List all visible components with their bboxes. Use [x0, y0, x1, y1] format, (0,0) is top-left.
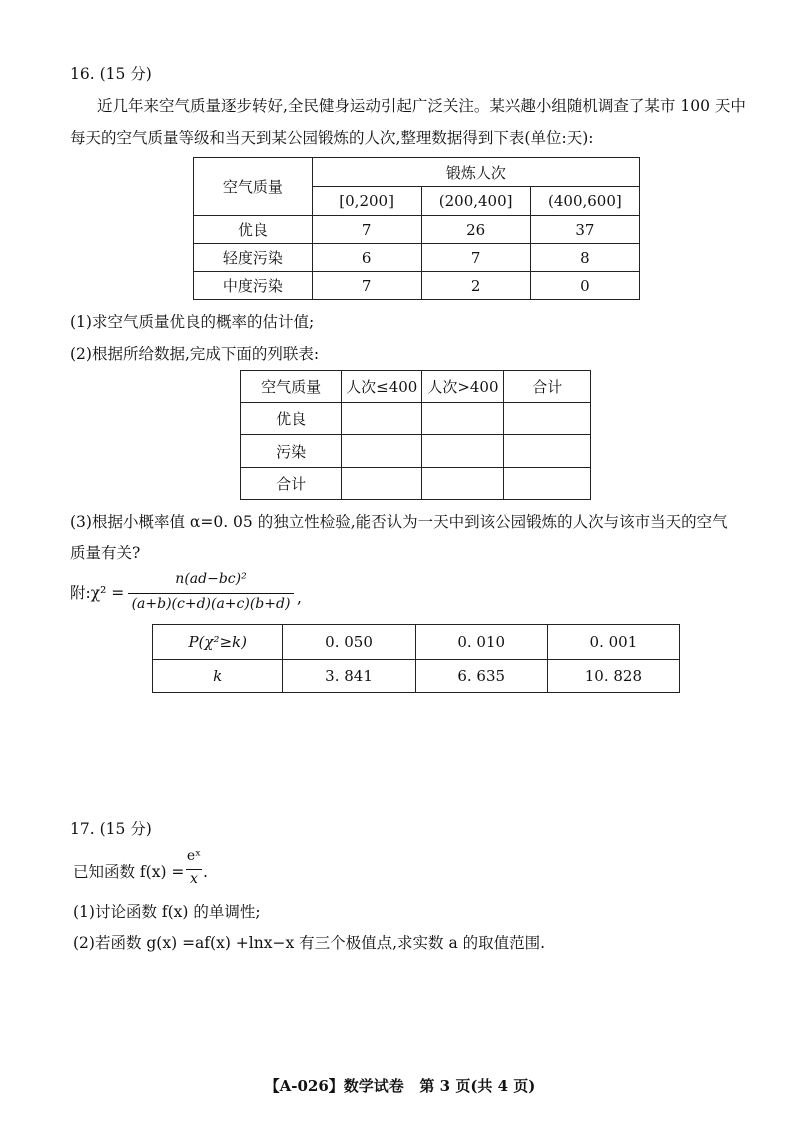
q17-given-numerator: eˣ — [186, 848, 202, 864]
q17-given-prefix: 已知函数 f(x) = — [73, 863, 185, 881]
q16-part3-line2: 质量有关? — [70, 544, 141, 562]
table1-cell: 6 — [312, 244, 421, 272]
q17-given-suffix: . — [203, 863, 208, 881]
table1-row-label: 优良 — [194, 216, 313, 244]
q17-part1: (1)讨论函数 f(x) 的单调性; — [73, 903, 261, 921]
table1-cell: 26 — [421, 216, 530, 244]
table1-group-header: 锻炼人次 — [312, 158, 639, 187]
q16-part3-line1: (3)根据小概率值 α=0. 05 的独立性检验,能否认为一天中到该公园锻炼的人次与该市当天的空气 — [70, 513, 728, 531]
table-row — [241, 403, 591, 435]
table1-col-header: [0,200] — [312, 187, 421, 216]
formula-prefix: 附:χ² = — [70, 584, 125, 602]
table2-empty-cell[interactable] — [504, 435, 591, 468]
table3-cell: 0. 050 — [283, 625, 415, 660]
table2-header: 人次≤400 — [342, 371, 422, 403]
table1-col-header: (200,400] — [421, 187, 530, 216]
table3-cell: 6. 635 — [415, 660, 547, 693]
table2-header: 合计 — [504, 371, 591, 403]
table3-cell: 0. 001 — [547, 625, 679, 660]
q17-header: 17. (15 分) — [70, 820, 152, 838]
table2-empty-cell[interactable] — [504, 403, 591, 435]
table2-empty-cell[interactable] — [422, 468, 504, 500]
table1-cell: 2 — [421, 272, 530, 300]
table2-empty-cell[interactable] — [504, 468, 591, 500]
table3-row2-label: k — [153, 660, 283, 693]
table-row — [194, 272, 640, 300]
table2-empty-cell[interactable] — [342, 435, 422, 468]
table2-header: 人次>400 — [422, 371, 504, 403]
q16-header: 16. (15 分) — [70, 65, 152, 83]
table1-row-label: 轻度污染 — [194, 244, 313, 272]
table1-cell: 7 — [421, 244, 530, 272]
table3-row1-label: P(χ²≥k) — [153, 625, 283, 660]
table1-cell: 7 — [312, 272, 421, 300]
formula-denominator: (a+b)(c+d)(a+c)(b+d) — [131, 596, 291, 612]
table3-cell: 10. 828 — [547, 660, 679, 693]
q17-fraction-bar — [186, 869, 202, 870]
table-row — [194, 216, 640, 244]
table2-empty-cell[interactable] — [422, 435, 504, 468]
table1-cell: 7 — [312, 216, 421, 244]
table1-cell: 37 — [530, 216, 639, 244]
survey-table — [193, 157, 640, 300]
table-row — [241, 468, 591, 500]
q16-intro-line1: 近几年来空气质量逐步转好,全民健身运动引起广泛关注。某兴趣小组随机调查了某市 100 天中 — [97, 97, 746, 115]
table-row — [153, 625, 680, 660]
table1-cell: 0 — [530, 272, 639, 300]
table1-row-label: 中度污染 — [194, 272, 313, 300]
table2-row-label: 污染 — [241, 435, 342, 468]
table1-row-header: 空气质量 — [194, 158, 313, 216]
table2-header: 空气质量 — [241, 371, 342, 403]
q16-part2: (2)根据所给数据,完成下面的列联表: — [70, 345, 320, 363]
formula-suffix: , — [297, 589, 302, 607]
table-row — [153, 660, 680, 693]
table-row — [194, 244, 640, 272]
q17-given-denominator: x — [190, 871, 198, 887]
table2-empty-cell[interactable] — [342, 468, 422, 500]
table1-col-header: (400,600] — [530, 187, 639, 216]
q16-part1: (1)求空气质量优良的概率的估计值; — [70, 313, 315, 331]
q17-part2: (2)若函数 g(x) =af(x) +lnx−x 有三个极值点,求实数 a 的取值范围. — [73, 934, 546, 952]
table3-cell: 0. 010 — [415, 625, 547, 660]
table-row — [241, 435, 591, 468]
table2-row-label: 合计 — [241, 468, 342, 500]
table3-cell: 3. 841 — [283, 660, 415, 693]
formula-numerator: n(ad−bc)² — [175, 571, 247, 587]
table2-row-label: 优良 — [241, 403, 342, 435]
q16-intro-line2: 每天的空气质量等级和当天到某公园锻炼的人次,整理数据得到下表(单位:天): — [70, 129, 594, 147]
table2-empty-cell[interactable] — [342, 403, 422, 435]
table2-empty-cell[interactable] — [422, 403, 504, 435]
contingency-table — [240, 370, 591, 500]
critical-values-table — [152, 624, 680, 693]
formula-fraction-bar — [128, 593, 294, 594]
page-footer: 【A-026】数学试卷 第 3 页(共 4 页) — [264, 1077, 536, 1095]
table1-cell: 8 — [530, 244, 639, 272]
